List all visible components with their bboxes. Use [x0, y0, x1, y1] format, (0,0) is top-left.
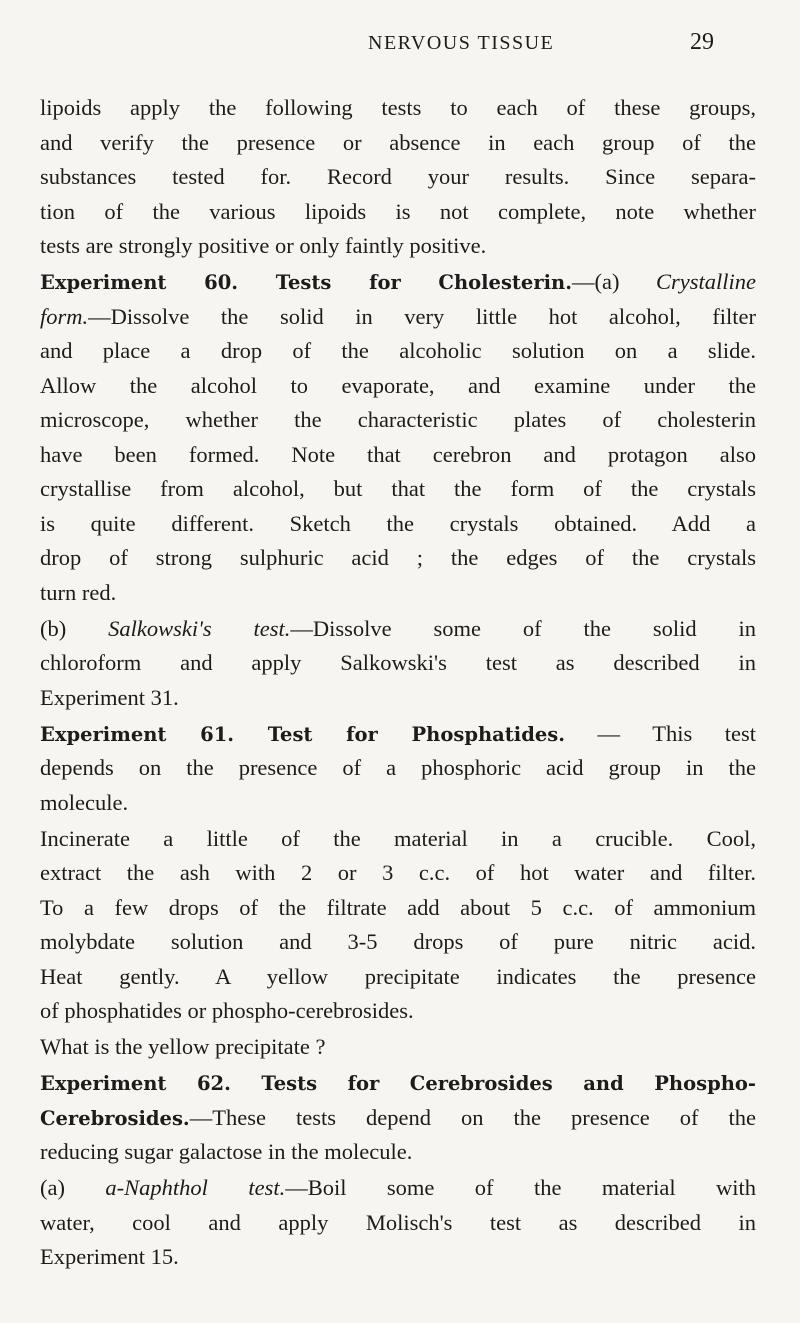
text-span: —Dissolve some of the solid in: [290, 615, 756, 641]
text-span: tests are strongly positive or only faintly positive.: [40, 233, 487, 258]
page-number: 29: [690, 29, 714, 55]
text-line: [40, 334, 756, 369]
text-line: [40, 300, 756, 335]
text-line: [40, 507, 756, 542]
italic-text: Crystalline: [656, 269, 756, 294]
text-line: [40, 646, 756, 681]
text-span: —(a): [572, 269, 656, 294]
text-line: [40, 994, 756, 1029]
text-line: [40, 786, 756, 821]
text-line: [40, 1171, 756, 1206]
text-span: turn red.: [40, 579, 117, 605]
text-line: [40, 612, 756, 647]
text-span: substances tested for. Record your results. Since separa-: [40, 164, 756, 189]
text-span: is quite different. Sketch the crystals obtained. Add a: [40, 510, 756, 536]
text-line: [40, 891, 756, 926]
text-line: [40, 160, 756, 195]
paragraph: [40, 822, 756, 1029]
text-span: (a): [40, 1175, 106, 1200]
text-line: [40, 681, 756, 716]
text-line: [40, 403, 756, 438]
text-line: [40, 1066, 756, 1101]
text-line: [40, 717, 756, 752]
text-line: [40, 1206, 756, 1241]
text-span: tion of the various lipoids is not complete, note whether: [40, 198, 756, 224]
text-line: [40, 1135, 756, 1170]
text-line: [40, 1030, 756, 1065]
text-line: [40, 960, 756, 995]
text-span: —Dissolve the solid in very little hot alcohol, filter: [88, 303, 756, 329]
text-span: crystallise from alcohol, but that the form of the crystals: [40, 476, 756, 501]
text-span: Experiment 15.: [40, 1244, 179, 1269]
text-span: Allow the alcohol to evaporate, and examine under the: [40, 372, 756, 398]
text-span: —These tests depend on the presence of the: [189, 1104, 756, 1130]
text-span: To a few drops of the filtrate add about 5 c.c. of ammonium: [40, 894, 756, 920]
body-text: [40, 91, 756, 1276]
text-line: [40, 126, 756, 161]
text-line: [40, 369, 756, 404]
text-span: have been formed. Note that cerebron and protagon also: [40, 441, 756, 467]
text-span: extract the ash with 2 or 3 c.c. of hot water and filter.: [40, 860, 756, 885]
heading-text: Cerebrosides.: [40, 1106, 190, 1130]
heading-text: Experiment 61. Test for Phosphatides.: [40, 722, 566, 746]
text-line: [40, 472, 756, 507]
text-span: What is the yellow precipitate ?: [40, 1034, 326, 1059]
text-span: Experiment 31.: [40, 684, 179, 710]
heading-text: Experiment 62. Tests for Cerebrosides and Phospho-: [40, 1072, 756, 1095]
text-span: water, cool and apply Molisch's test as described in: [40, 1209, 756, 1235]
text-span: — This test: [565, 720, 756, 746]
text-line: [40, 925, 756, 960]
paragraph: [40, 1066, 756, 1170]
text-span: chloroform and apply Salkowski's test as described in: [40, 650, 756, 675]
text-span: lipoids apply the following tests to each of these groups,: [40, 95, 756, 120]
text-span: molecule.: [40, 789, 129, 815]
text-span: depends on the presence of a phosphoric acid group in the: [40, 755, 756, 780]
text-span: —Boil some of the material with: [285, 1175, 756, 1200]
text-line: [40, 856, 756, 891]
text-line: [40, 195, 756, 230]
heading-text: Experiment 60. Tests for Cholesterin.: [40, 271, 572, 294]
text-line: [40, 751, 756, 786]
text-span: of phosphatides or phospho-cerebrosides.: [40, 998, 414, 1023]
text-span: Incinerate a little of the material in a crucible. Cool,: [40, 825, 756, 851]
text-span: molybdate solution and 3-5 drops of pure nitric acid.: [40, 929, 756, 954]
text-line: [40, 541, 756, 576]
paragraph: [40, 91, 756, 264]
italic-text: a-Naphthol test.: [105, 1175, 286, 1200]
paragraph: [40, 717, 756, 821]
text-span: and verify the presence or absence in each group of the: [40, 129, 756, 155]
paragraph: [40, 612, 756, 716]
text-span: reducing sugar galactose in the molecule.: [40, 1139, 413, 1164]
paragraph: [40, 265, 756, 610]
italic-text: Salkowski's test.: [108, 615, 291, 641]
text-span: microscope, whether the characteristic plates of cholesterin: [40, 407, 756, 432]
text-span: drop of strong sulphuric acid ; the edges of the crystals: [40, 545, 756, 570]
text-span: Heat gently. A yellow precipitate indicates the presence: [40, 963, 756, 989]
running-head: NERVOUS TISSUE: [368, 32, 555, 54]
text-line: [40, 1240, 756, 1275]
text-line: [40, 438, 756, 473]
text-line: [40, 1101, 756, 1136]
text-line: [40, 229, 756, 264]
text-line: [40, 576, 756, 611]
text-span: and place a drop of the alcoholic solution on a slide.: [40, 338, 756, 363]
text-line: [40, 91, 756, 126]
italic-text: form.: [40, 303, 89, 329]
text-line: [40, 265, 756, 300]
paragraph: [40, 1030, 756, 1065]
paragraph: [40, 1171, 756, 1275]
text-line: [40, 822, 756, 857]
text-span: (b): [40, 615, 109, 641]
